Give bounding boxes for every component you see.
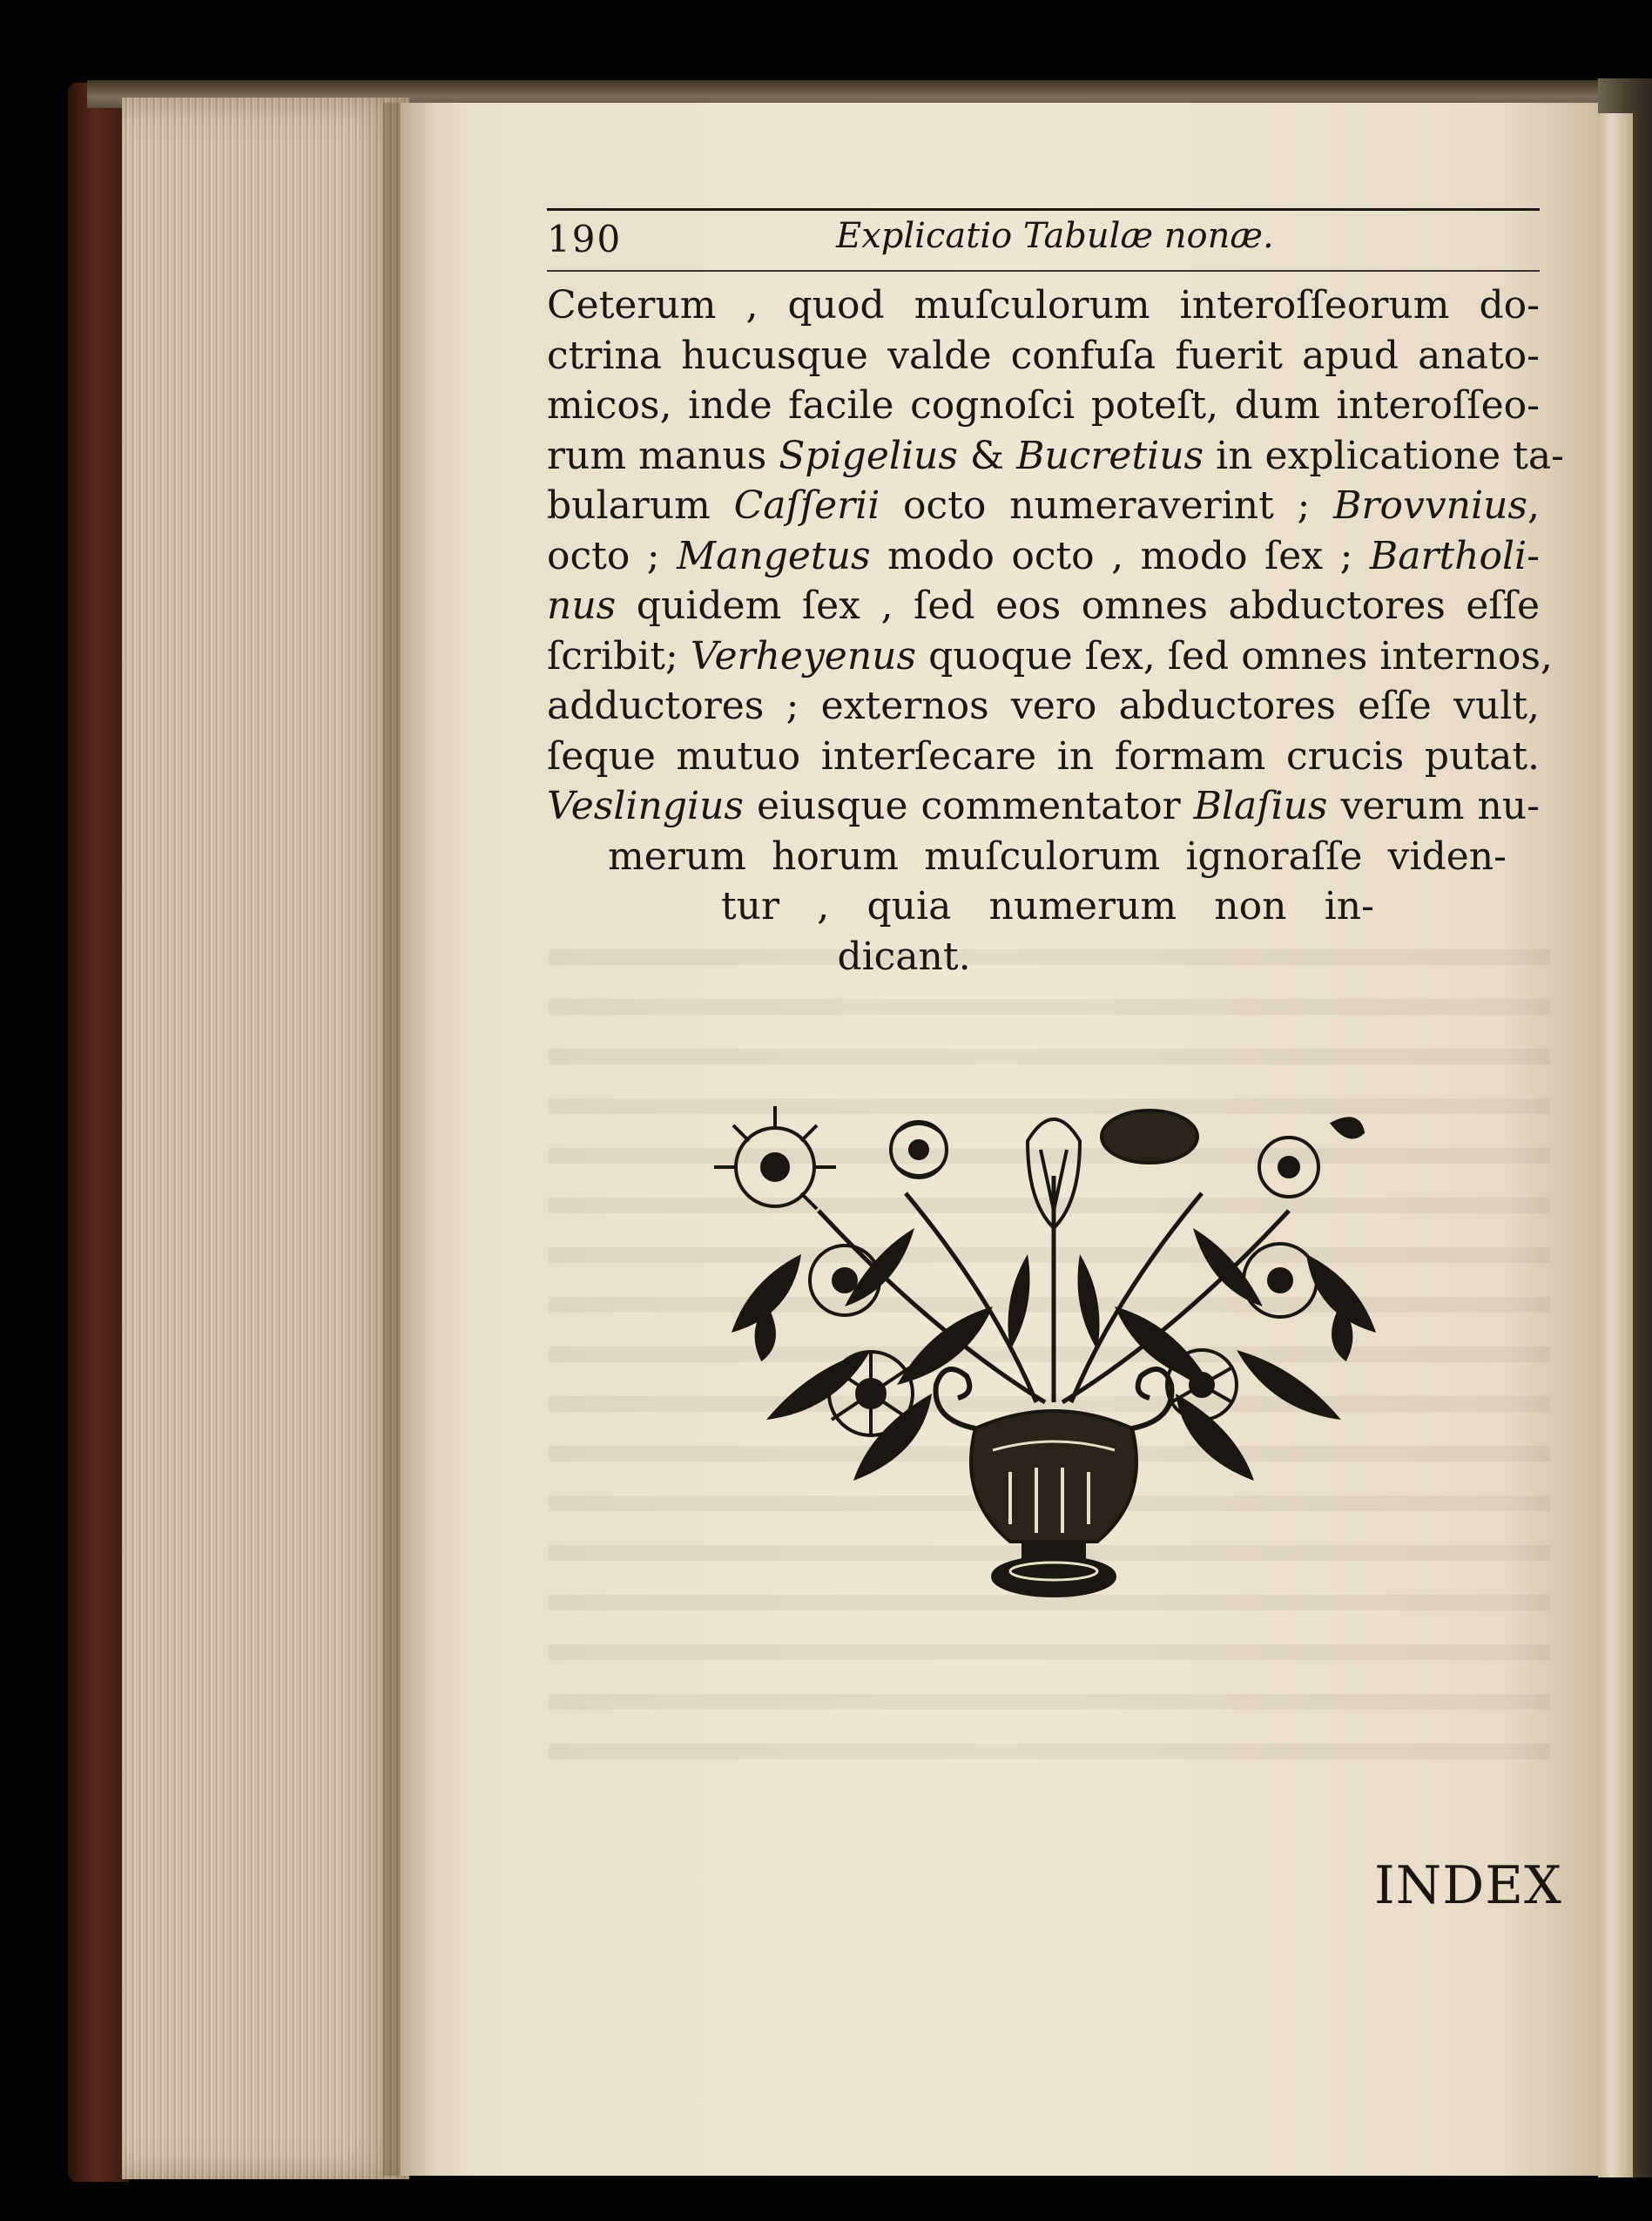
- author-name: Brovvnius: [1333, 483, 1527, 528]
- page-stack-edges: [122, 98, 409, 2179]
- text-line: merum horum muſculorum ignoraſſe viden-: [608, 834, 1507, 879]
- text-line: nus quidem ſex , ſed eos omnes abductores eſſe: [547, 584, 1540, 628]
- author-name: Veslingius: [547, 784, 744, 828]
- author-name: Spigelius: [779, 433, 958, 478]
- text-line: dicant.: [837, 934, 971, 979]
- text-line: ſeque mutuo interſecare in formam crucis putat.: [547, 733, 1540, 779]
- facing-page-edge: [1598, 113, 1633, 2177]
- text-line: ſcribit; Verheyenus quoque ſex, ſed omnes internos,: [547, 633, 1553, 678]
- author-name: nus: [547, 584, 617, 628]
- text-line: octo ; Mangetus modo octo , modo ſex ; Bartholi-: [547, 533, 1540, 578]
- author-name: Blaſius: [1193, 784, 1328, 828]
- running-head: Explicatio Tabulæ nonæ.: [836, 216, 1274, 256]
- author-name: Mangetus: [677, 533, 871, 578]
- text-line: adductores ; externos vero abductores eſſe vult,: [547, 684, 1540, 728]
- page-number: 190: [547, 218, 623, 260]
- text-line: bularum Caſſerii octo numeraverint ; Brovvnius,: [547, 483, 1540, 528]
- catchword: INDEX: [1374, 1855, 1562, 1916]
- text-line: Veslingius eiusque commentator Blaſius verum nu-: [547, 784, 1540, 828]
- author-name: Bartholi-: [1369, 533, 1540, 578]
- book-cover-left: [68, 83, 129, 2182]
- text-line: rum manus Spigelius & Bucretius in explicatione ta-: [547, 433, 1564, 478]
- author-name: Caſſerii: [733, 483, 880, 528]
- text-line: micos, inde facile cognoſci poteſt, dum interoſſeo-: [547, 383, 1540, 428]
- gutter-shadow: [383, 103, 435, 2176]
- body-text: [547, 280, 1564, 982]
- header-rule-bottom: [547, 270, 1540, 272]
- header-rule-top: [547, 208, 1540, 211]
- floral-vase-woodcut-icon: [714, 1106, 1393, 1603]
- text-line: tur , quia numerum non in-: [721, 884, 1374, 928]
- author-name: Verheyenus: [690, 633, 917, 678]
- text-line: Ceterum , quod muſculorum interoſſeorum do-: [547, 283, 1540, 327]
- text-line: ctrina hucusque valde confuſa fuerit apud anato-: [547, 333, 1540, 378]
- author-name: Bucretius: [1016, 433, 1204, 478]
